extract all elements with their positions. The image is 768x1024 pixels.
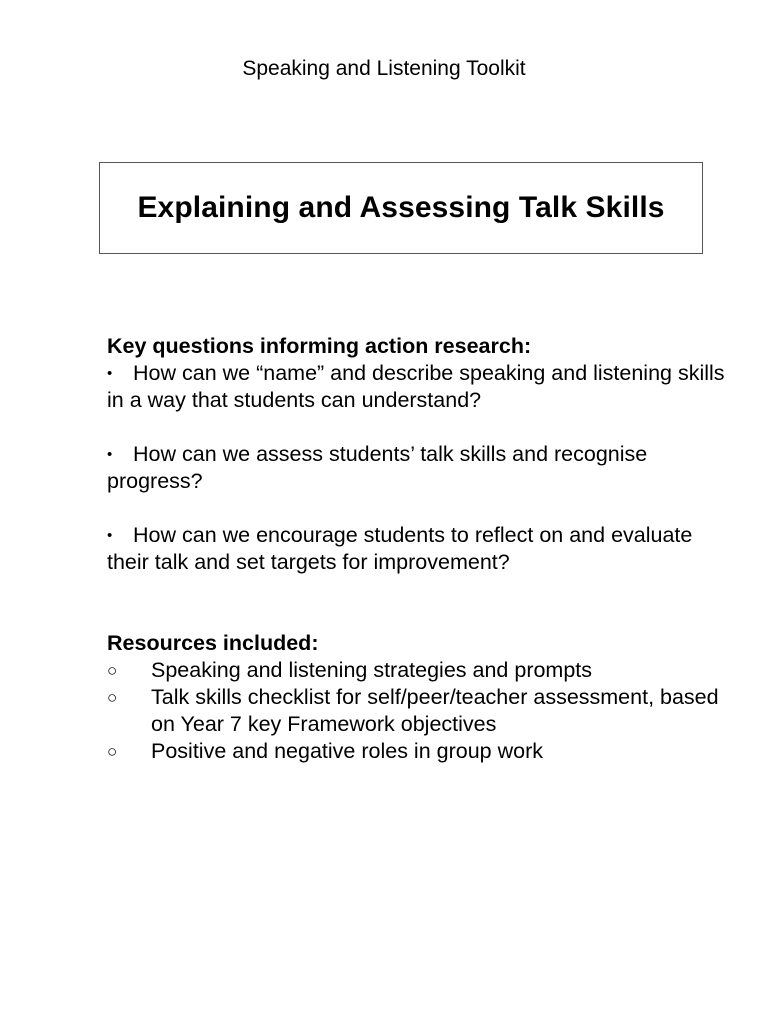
circle-bullet-icon: ○ — [107, 661, 118, 680]
question-item — [107, 360, 737, 414]
circle-bullet-icon: ○ — [107, 742, 118, 761]
resources-section — [107, 630, 737, 765]
document-title: Explaining and Assessing Talk Skills — [137, 191, 665, 224]
resource-item — [107, 657, 737, 684]
resources-heading: Resources included: — [107, 631, 319, 655]
resource-item — [107, 684, 737, 738]
resource-text: Talk skills checklist for self/peer/teacher assessment, based on Year 7 key Framework objectives — [151, 685, 719, 736]
question-text: How can we assess students’ talk skills and recognise progress? — [107, 442, 648, 493]
resource-item — [107, 738, 737, 765]
key-questions-heading: Key questions informing action research: — [107, 334, 532, 358]
question-text: How can we “name” and describe speaking and listening skills in a way that students can understand? — [107, 361, 725, 412]
question-item — [107, 441, 737, 495]
resource-text: Positive and negative roles in group work — [151, 739, 543, 763]
title-box — [99, 162, 703, 254]
bullet-icon: • — [107, 365, 113, 382]
question-item — [107, 522, 737, 576]
bullet-icon: • — [107, 446, 113, 463]
document-body — [107, 333, 737, 765]
question-text: How can we encourage students to reflect on and evaluate their talk and set targets for improvement? — [107, 523, 693, 574]
circle-bullet-icon: ○ — [107, 688, 118, 707]
bullet-icon: • — [107, 527, 113, 544]
document-header: Speaking and Listening Toolkit — [242, 57, 526, 80]
resource-text: Speaking and listening strategies and prompts — [151, 658, 593, 682]
